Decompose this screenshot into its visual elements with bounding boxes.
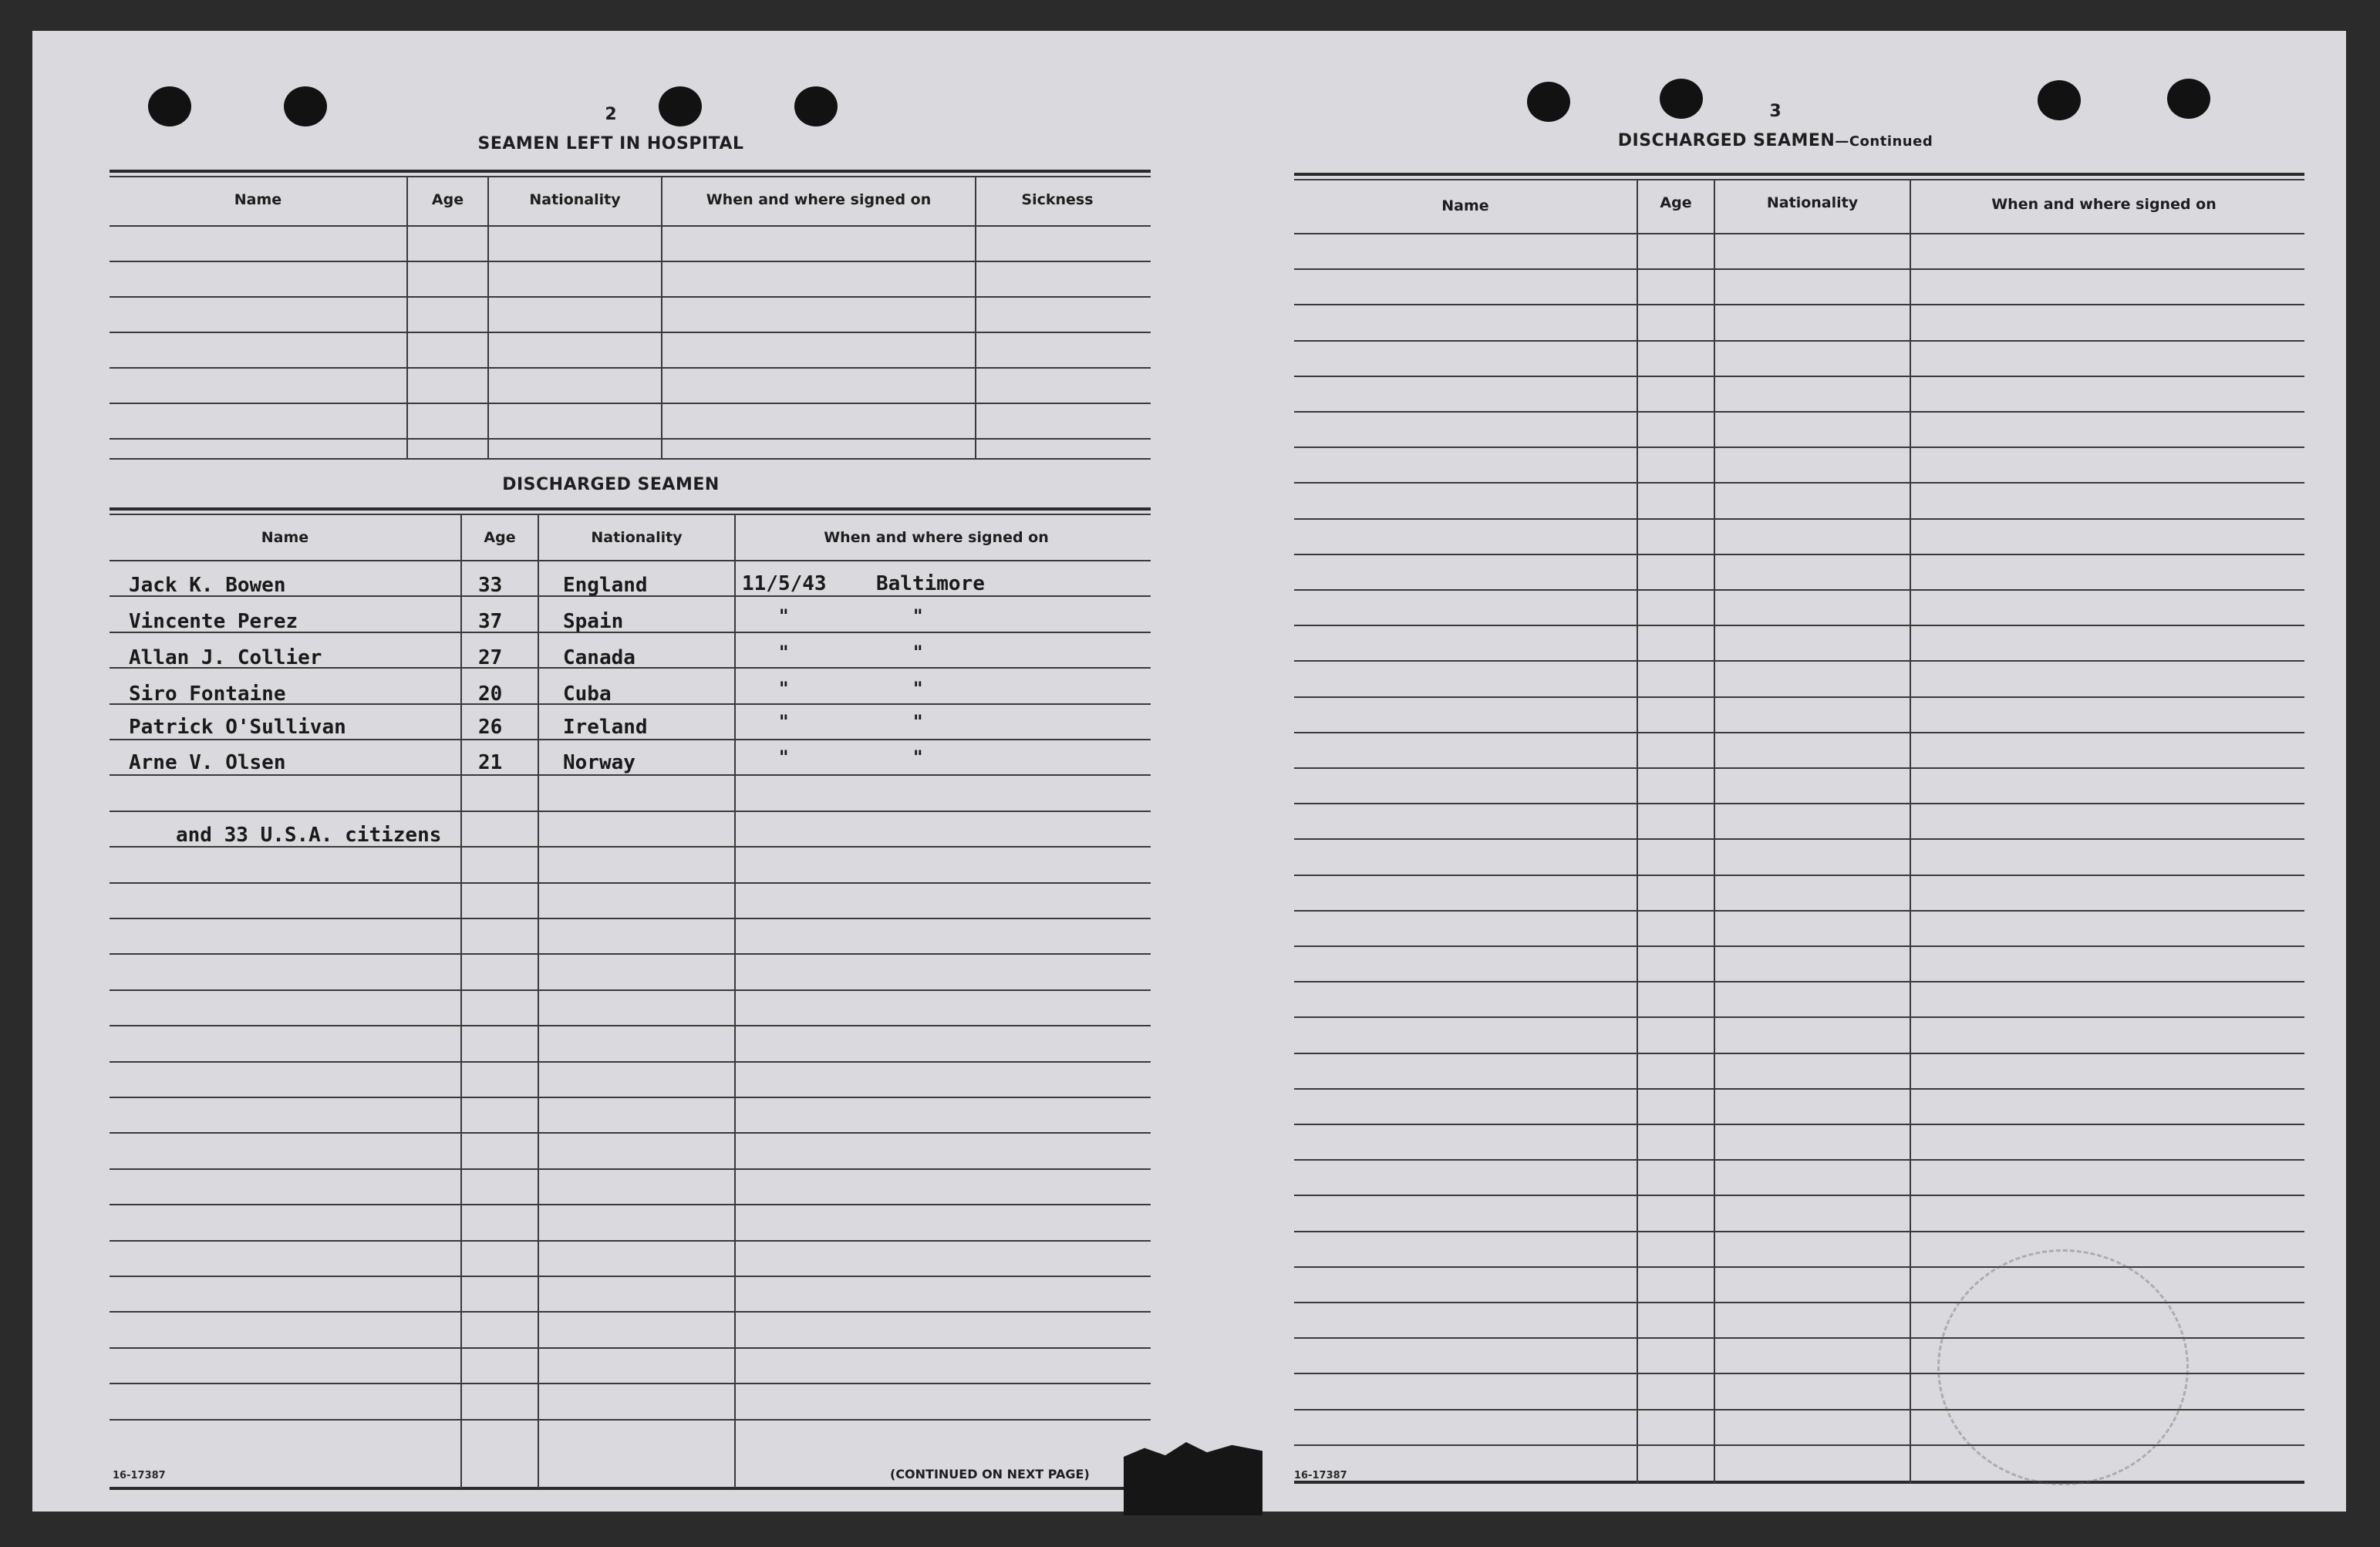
ledger-rule xyxy=(110,560,1151,561)
discharged-col-divider xyxy=(460,515,462,1488)
right-col-divider xyxy=(1714,180,1715,1484)
ledger-rule xyxy=(1294,767,2304,769)
seaman-nationality: England xyxy=(563,574,648,597)
hospital-col-divider xyxy=(406,177,408,458)
ledger-rule xyxy=(1294,304,2304,305)
form-number: 16-17387 xyxy=(113,1470,166,1481)
hospital-col-divider xyxy=(975,177,976,458)
seaman-nationality: Spain xyxy=(563,610,624,633)
signed-on-date: " xyxy=(779,605,789,627)
seaman-age: 26 xyxy=(478,716,503,739)
hospital-top-rule-2 xyxy=(110,176,1151,177)
seaman-age: 20 xyxy=(478,682,503,706)
right-col-age: Age xyxy=(1660,194,1692,211)
right-col-signed-on: When and where signed on xyxy=(1991,196,2217,213)
ledger-rule xyxy=(110,1132,1151,1134)
discharged-col-divider xyxy=(538,515,539,1488)
ledger-rule xyxy=(110,953,1151,955)
seaman-name: Vincente Perez xyxy=(129,610,298,633)
citizens-note: and 33 U.S.A. citizens xyxy=(176,824,442,847)
seaman-age: 37 xyxy=(478,610,503,633)
ledger-rule xyxy=(110,1168,1151,1170)
ledger-rule xyxy=(1294,1159,2304,1161)
ledger-rule xyxy=(1294,1195,2304,1196)
seaman-nationality: Ireland xyxy=(563,716,648,739)
signed-on-place: " xyxy=(913,747,923,768)
ledger-bottom-rule xyxy=(110,1487,1151,1490)
ledger-rule xyxy=(1294,554,2304,555)
right-col-name: Name xyxy=(1441,197,1489,214)
hospital-row-rule xyxy=(110,332,1151,333)
ledger-rule xyxy=(110,811,1151,812)
ledger-rule xyxy=(1294,803,2304,804)
signed-on-date: " xyxy=(779,642,789,663)
seaman-age: 33 xyxy=(478,574,503,597)
ledger-rule xyxy=(1294,518,2304,520)
hospital-col-divider xyxy=(661,177,662,458)
right-col-divider xyxy=(1910,180,1911,1484)
discharged-top-rule-2 xyxy=(110,514,1151,515)
ledger-rule xyxy=(110,1383,1151,1384)
continued-note: (CONTINUED ON NEXT PAGE) xyxy=(890,1467,1090,1481)
ledger-rule xyxy=(1294,875,2304,876)
seaman-name: Siro Fontaine xyxy=(129,682,286,706)
signed-on-date: 11/5/43 xyxy=(742,572,827,595)
ledger-rule xyxy=(1294,1053,2304,1054)
ledger-rule xyxy=(1294,376,2304,377)
ledger-rule xyxy=(110,1419,1151,1421)
discharged-top-rule xyxy=(110,507,1151,511)
ledger-rule xyxy=(110,1311,1151,1313)
ledger-rule xyxy=(110,989,1151,991)
signed-on-place: " xyxy=(913,642,923,663)
seaman-name: Jack K. Bowen xyxy=(129,574,286,597)
seaman-name: Patrick O'Sullivan xyxy=(129,716,346,739)
seaman-nationality: Canada xyxy=(563,646,635,669)
hospital-row-rule xyxy=(110,296,1151,298)
ledger-rule xyxy=(1294,233,2304,234)
ledger-rule xyxy=(1294,447,2304,448)
ledger-rule xyxy=(1294,1266,2304,1268)
right-col-divider xyxy=(1637,180,1638,1484)
ledger-rule xyxy=(110,774,1151,776)
ledger-rule xyxy=(110,1204,1151,1205)
hospital-col-name: Name xyxy=(234,191,282,208)
discharged-col-signed-on: When and where signed on xyxy=(824,529,1049,546)
title-suffix: —Continued xyxy=(1835,133,1933,150)
ledger-rule xyxy=(1294,1231,2304,1232)
ledger-rule xyxy=(110,1347,1151,1349)
right-page xyxy=(1189,31,2346,1512)
ledger-rule xyxy=(1294,660,2304,662)
hospital-row-rule xyxy=(110,261,1151,262)
signed-on-place: " xyxy=(913,711,923,733)
ledger-rule xyxy=(1294,589,2304,591)
ledger-sheet xyxy=(32,31,2346,1512)
title-text: DISCHARGED SEAMEN xyxy=(1617,131,1836,150)
ledger-rule xyxy=(1294,411,2304,413)
signed-on-place: " xyxy=(913,605,923,627)
seaman-nationality: Cuba xyxy=(563,682,612,706)
hospital-row-rule xyxy=(110,438,1151,440)
ledger-rule xyxy=(1294,945,2304,947)
ink-blot xyxy=(1124,1442,1262,1515)
seaman-name: Arne V. Olsen xyxy=(129,751,286,774)
ledger-rule xyxy=(110,739,1151,740)
ledger-rule xyxy=(110,1097,1151,1098)
right-top-rule xyxy=(1294,173,2304,176)
right-top-rule-2 xyxy=(1294,179,2304,180)
discharged-title: DISCHARGED SEAMEN xyxy=(502,475,720,494)
ledger-rule xyxy=(110,882,1151,884)
hospital-col-age: Age xyxy=(431,191,464,208)
ledger-rule xyxy=(1294,482,2304,484)
ledger-rule xyxy=(1294,696,2304,698)
ledger-rule xyxy=(110,1061,1151,1063)
hospital-row-rule xyxy=(110,367,1151,369)
ledger-rule xyxy=(1294,625,2304,626)
hospital-col-sickness: Sickness xyxy=(1021,191,1094,208)
signed-on-place: Baltimore xyxy=(876,572,985,595)
seaman-age: 27 xyxy=(478,646,503,669)
ledger-rule xyxy=(1294,340,2304,342)
discharged-col-nationality: Nationality xyxy=(591,529,683,546)
hospital-col-divider xyxy=(487,177,489,458)
page-number: 3 xyxy=(1769,102,1782,121)
right-col-nationality: Nationality xyxy=(1766,194,1859,211)
ledger-rule xyxy=(1294,1124,2304,1125)
seaman-name: Allan J. Collier xyxy=(129,646,322,669)
discharged-col-divider xyxy=(734,515,736,1488)
ledger-rule xyxy=(1294,838,2304,840)
ledger-rule xyxy=(110,1025,1151,1026)
hospital-bottom-rule xyxy=(110,458,1151,460)
ledger-bottom-rule xyxy=(1294,1481,2304,1484)
discharged-continued-title xyxy=(1544,131,2007,150)
ledger-rule xyxy=(110,1276,1151,1277)
ledger-rule xyxy=(1294,732,2304,733)
form-number: 16-17387 xyxy=(1294,1470,1347,1481)
ledger-rule xyxy=(1294,981,2304,982)
discharged-col-name: Name xyxy=(261,529,309,546)
faded-stamp xyxy=(1937,1249,2189,1485)
ledger-rule xyxy=(110,1240,1151,1242)
hospital-title: SEAMEN LEFT IN HOSPITAL xyxy=(477,134,744,153)
hospital-header-rule xyxy=(110,225,1151,227)
hospital-col-signed-on: When and where signed on xyxy=(706,191,932,208)
signed-on-place: " xyxy=(913,678,923,699)
left-page xyxy=(32,31,1158,1512)
page-number: 2 xyxy=(605,105,617,124)
ledger-rule xyxy=(1294,910,2304,912)
signed-on-date: " xyxy=(779,678,789,699)
signed-on-date: " xyxy=(779,747,789,768)
signed-on-date: " xyxy=(779,711,789,733)
seaman-nationality: Norway xyxy=(563,751,635,774)
hospital-top-rule xyxy=(110,170,1151,173)
ledger-rule xyxy=(1294,1016,2304,1018)
discharged-col-age: Age xyxy=(484,529,516,546)
hospital-col-nationality: Nationality xyxy=(529,191,621,208)
ledger-rule xyxy=(1294,1088,2304,1090)
seaman-age: 21 xyxy=(478,751,503,774)
ledger-rule xyxy=(110,918,1151,919)
ledger-rule xyxy=(1294,268,2304,270)
hospital-row-rule xyxy=(110,403,1151,404)
